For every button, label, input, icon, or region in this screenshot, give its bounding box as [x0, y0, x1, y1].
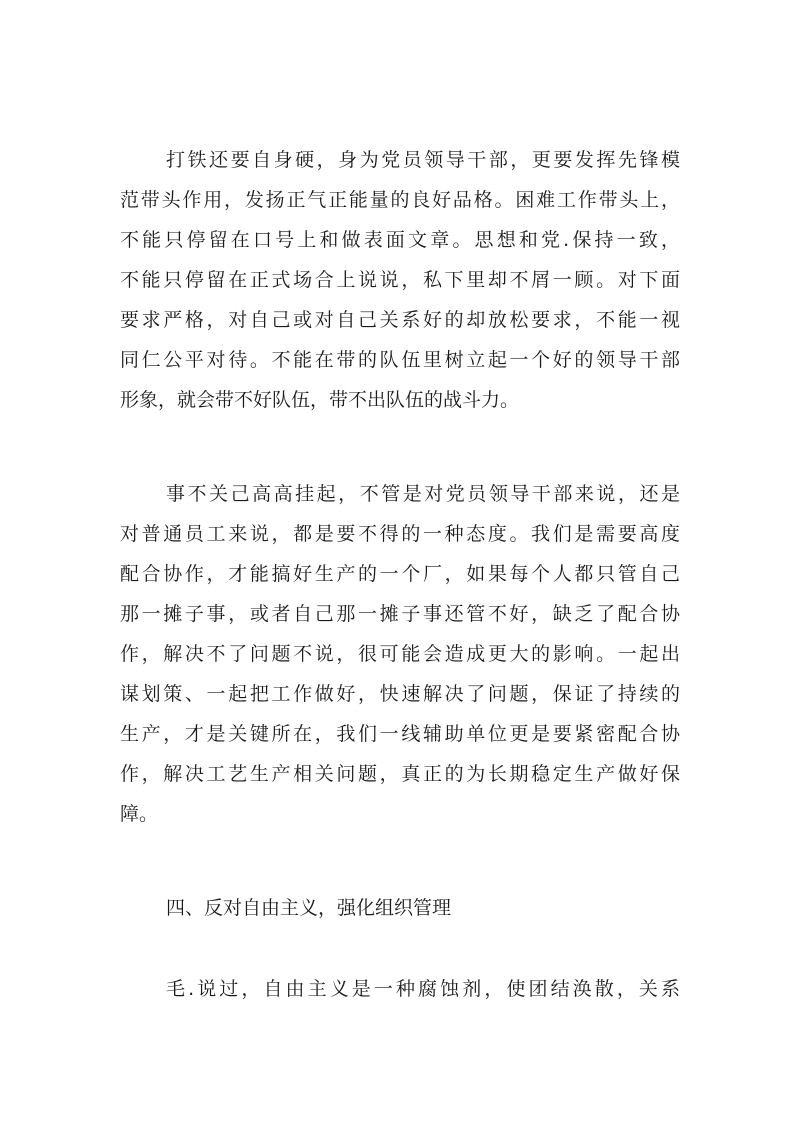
text-line: 那一摊子事，或者自己那一摊子事还管不好，缺乏了配合协: [120, 603, 680, 625]
text-line: 毛.说过，自由主义是一种腐蚀剂，使团结涣散，关系: [166, 978, 680, 1000]
text-line: 不能只停留在正式场合上说说，私下里却不屑一顾。对下面: [120, 269, 680, 291]
heading-line: 四、反对自由主义，强化组织管理: [166, 897, 452, 919]
paragraph-leadership-example: [120, 140, 680, 420]
paragraph-cooperation: [120, 474, 680, 834]
text-line: 不能只停留在口号上和做表面文章。思想和党.保持一致，: [120, 229, 680, 251]
text-line: 障。: [120, 803, 159, 825]
text-line: 同仁公平对待。不能在带的队伍里树立起一个好的领导干部: [120, 349, 680, 371]
text-line: 事不关己高高挂起，不管是对党员领导干部来说，还是: [166, 483, 680, 505]
text-line: 谋划策、一起把工作做好，快速解决了问题，保证了持续的: [120, 683, 680, 705]
section-heading: [120, 888, 680, 928]
text-line: 作，解决工艺生产相关问题，真正的为长期稳定生产做好保: [120, 763, 680, 785]
text-line: 作，解决不了问题不说，很可能会造成更大的影响。一起出: [120, 643, 680, 665]
text-line: 要求严格，对自己或对自己关系好的却放松要求，不能一视: [120, 309, 680, 331]
text-line: 配合协作，才能搞好生产的一个厂，如果每个人都只管自己: [120, 563, 680, 585]
text-line: 对普通员工来说，都是要不得的一种态度。我们是需要高度: [120, 523, 680, 545]
text-line: 生产，才是关键所在，我们一线辅助单位更是要紧密配合协: [120, 723, 680, 745]
paragraph-liberalism: [120, 969, 680, 1009]
text-line: 范带头作用，发扬正气正能量的良好品格。困难工作带头上，: [120, 189, 680, 211]
text-line: 打铁还要自身硬，身为党员领导干部，更要发挥先锋模: [166, 149, 680, 171]
text-line: 形象，就会带不好队伍，带不出队伍的战斗力。: [120, 389, 520, 411]
